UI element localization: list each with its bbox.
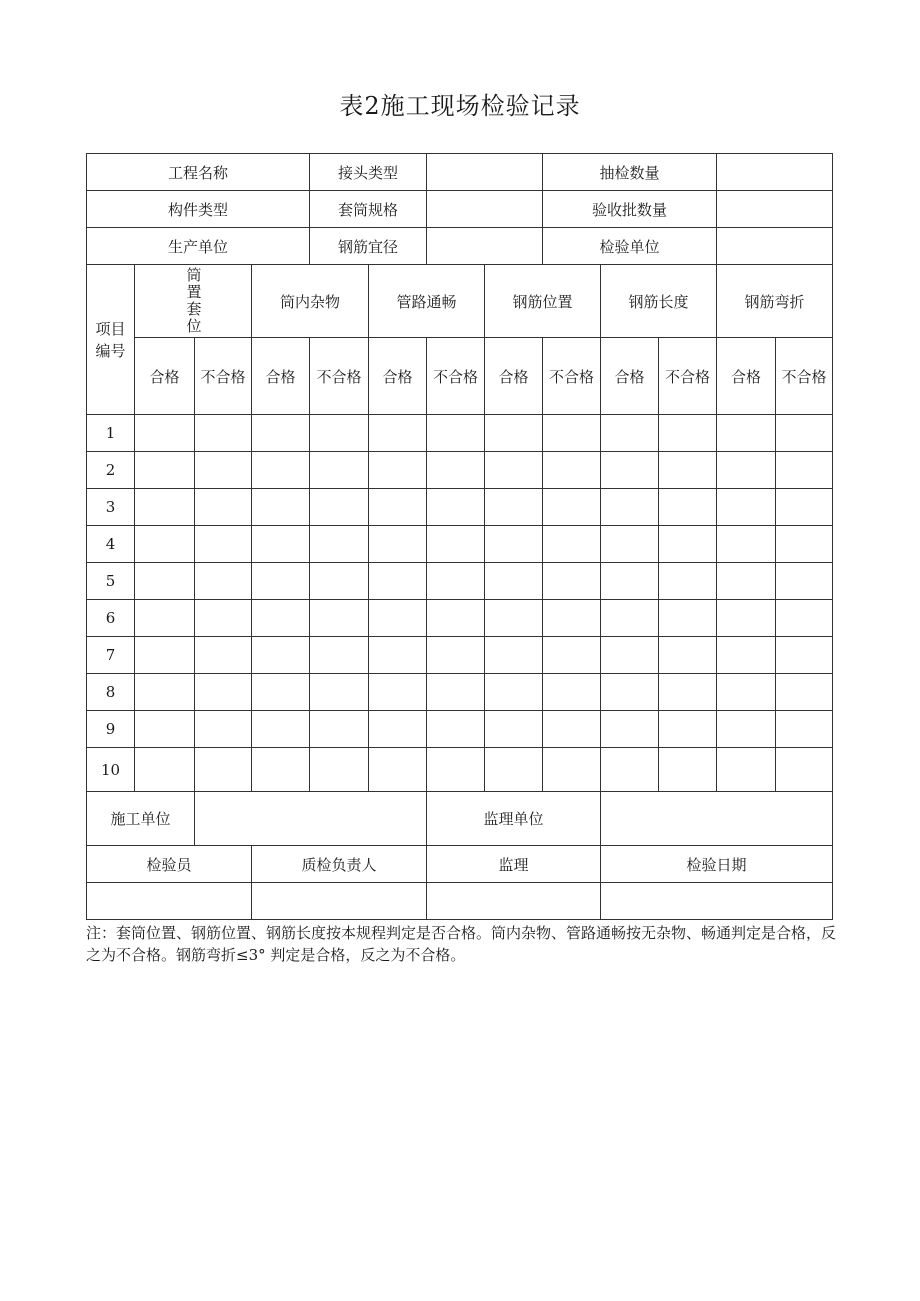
joint-type-label: 接头类型	[310, 154, 427, 191]
result-cell[interactable]	[195, 748, 252, 792]
sleeve-position-header	[135, 265, 252, 338]
pass-header: 合格	[601, 338, 659, 415]
result-cell[interactable]	[776, 526, 833, 563]
table-row	[87, 489, 833, 526]
result-cell[interactable]	[601, 711, 659, 748]
result-cell[interactable]	[427, 637, 485, 674]
result-cell[interactable]	[717, 415, 776, 452]
date-label: 检验日期	[601, 846, 833, 883]
result-cell[interactable]	[543, 415, 601, 452]
result-cell[interactable]	[776, 415, 833, 452]
result-cell[interactable]	[195, 637, 252, 674]
result-cell[interactable]	[659, 415, 717, 452]
result-cell[interactable]	[369, 674, 427, 711]
result-cell[interactable]	[135, 674, 195, 711]
fail-header: 不合格	[659, 338, 717, 415]
batch-qty-label: 验收批数量	[543, 191, 717, 228]
fail-header: 不合格	[776, 338, 833, 415]
result-cell[interactable]	[427, 748, 485, 792]
col-header-rebar-bend: 钢筋弯折	[717, 265, 833, 338]
result-cell[interactable]	[659, 452, 717, 489]
result-cell[interactable]	[310, 600, 369, 637]
result-cell[interactable]	[543, 563, 601, 600]
table-row	[87, 526, 833, 563]
table-row	[87, 452, 833, 489]
fail-header: 不合格	[195, 338, 252, 415]
result-cell[interactable]	[776, 452, 833, 489]
result-cell[interactable]	[717, 526, 776, 563]
table-row	[87, 711, 833, 748]
result-cell[interactable]	[427, 415, 485, 452]
result-cell[interactable]	[252, 711, 310, 748]
supervisor-label: 监理	[427, 846, 601, 883]
inspect-unit-label: 检验单位	[543, 228, 717, 265]
pass-header: 合格	[485, 338, 543, 415]
result-cell[interactable]	[601, 452, 659, 489]
result-cell[interactable]	[485, 489, 543, 526]
row-number: 3	[87, 489, 135, 526]
result-cell[interactable]	[252, 674, 310, 711]
result-cell[interactable]	[659, 563, 717, 600]
row-number: 2	[87, 452, 135, 489]
result-cell[interactable]	[717, 748, 776, 792]
result-cell[interactable]	[776, 563, 833, 600]
result-cell[interactable]	[369, 748, 427, 792]
table-row	[87, 600, 833, 637]
result-cell[interactable]	[659, 674, 717, 711]
result-cell[interactable]	[543, 526, 601, 563]
result-cell[interactable]	[485, 711, 543, 748]
result-cell[interactable]	[310, 748, 369, 792]
result-cell[interactable]	[369, 637, 427, 674]
col-header-pipe: 管路通畅	[369, 265, 485, 338]
result-cell[interactable]	[369, 489, 427, 526]
result-cell[interactable]	[427, 600, 485, 637]
result-cell[interactable]	[776, 711, 833, 748]
result-cell[interactable]	[427, 526, 485, 563]
result-cell[interactable]	[252, 637, 310, 674]
result-cell[interactable]	[195, 489, 252, 526]
result-cell[interactable]	[369, 711, 427, 748]
result-cell[interactable]	[485, 452, 543, 489]
result-cell[interactable]	[717, 489, 776, 526]
row-number: 10	[87, 748, 135, 792]
supervisor-unit-label: 监理单位	[427, 792, 601, 846]
supervisor-signature[interactable]	[427, 883, 601, 920]
result-cell[interactable]	[601, 526, 659, 563]
inspector-signature[interactable]	[87, 883, 252, 920]
result-cell[interactable]	[252, 526, 310, 563]
result-cell[interactable]	[427, 489, 485, 526]
result-cell[interactable]	[485, 637, 543, 674]
row-number: 7	[87, 637, 135, 674]
result-cell[interactable]	[195, 711, 252, 748]
result-cell[interactable]	[659, 748, 717, 792]
result-cell[interactable]	[776, 637, 833, 674]
constructor-value[interactable]	[195, 792, 427, 846]
result-cell[interactable]	[485, 748, 543, 792]
result-cell[interactable]	[310, 674, 369, 711]
result-cell[interactable]	[543, 748, 601, 792]
data-rows	[87, 415, 833, 792]
result-cell[interactable]	[543, 674, 601, 711]
row-number: 5	[87, 563, 135, 600]
fail-header: 不合格	[310, 338, 369, 415]
col-header-rebar-length: 钢筋长度	[601, 265, 717, 338]
batch-qty-value[interactable]	[717, 191, 833, 228]
result-cell[interactable]	[310, 415, 369, 452]
result-cell[interactable]	[601, 637, 659, 674]
rebar-dia-label: 钢筋宜径	[310, 228, 427, 265]
result-cell[interactable]	[601, 415, 659, 452]
result-cell[interactable]	[485, 674, 543, 711]
result-cell[interactable]	[195, 452, 252, 489]
result-cell[interactable]	[427, 452, 485, 489]
result-cell[interactable]	[717, 452, 776, 489]
qc-head-label: 质检负责人	[252, 846, 427, 883]
result-cell[interactable]	[252, 415, 310, 452]
result-cell[interactable]	[776, 600, 833, 637]
result-cell[interactable]	[485, 563, 543, 600]
table-row	[87, 563, 833, 600]
sleeve-pos-char-3: 套	[186, 300, 202, 318]
supervisor-unit-value[interactable]	[601, 792, 833, 846]
result-cell[interactable]	[659, 600, 717, 637]
result-cell[interactable]	[601, 674, 659, 711]
result-cell[interactable]	[135, 415, 195, 452]
table-row	[87, 748, 833, 792]
col-header-rebar-position: 钢筋位置	[485, 265, 601, 338]
result-cell[interactable]	[659, 637, 717, 674]
page-title: 表2施工现场检验记录	[339, 92, 581, 120]
result-cell[interactable]	[135, 600, 195, 637]
result-cell[interactable]	[135, 489, 195, 526]
sleeve-pos-char-4: 位	[186, 317, 202, 335]
result-cell[interactable]	[717, 711, 776, 748]
result-cell[interactable]	[776, 748, 833, 792]
pass-header: 合格	[717, 338, 776, 415]
qc-head-signature[interactable]	[252, 883, 427, 920]
result-cell[interactable]	[135, 637, 195, 674]
result-cell[interactable]	[543, 637, 601, 674]
item-no-line-2: 编号	[95, 341, 126, 360]
result-cell[interactable]	[195, 674, 252, 711]
sleeve-spec-label: 套筒规格	[310, 191, 427, 228]
result-cell[interactable]	[195, 415, 252, 452]
result-cell[interactable]	[717, 563, 776, 600]
producer-label: 生产单位	[87, 228, 310, 265]
fail-header: 不合格	[543, 338, 601, 415]
result-cell[interactable]	[252, 489, 310, 526]
result-cell[interactable]	[427, 563, 485, 600]
result-cell[interactable]	[543, 452, 601, 489]
result-cell[interactable]	[310, 452, 369, 489]
col-header-debris: 筒内杂物	[252, 265, 369, 338]
table-row	[87, 415, 833, 452]
result-cell[interactable]	[310, 489, 369, 526]
result-cell[interactable]	[135, 748, 195, 792]
result-cell[interactable]	[135, 711, 195, 748]
project-name-label: 工程名称	[87, 154, 310, 191]
result-cell[interactable]	[659, 526, 717, 563]
row-number: 9	[87, 711, 135, 748]
row-number: 6	[87, 600, 135, 637]
result-cell[interactable]	[485, 526, 543, 563]
result-cell[interactable]	[135, 526, 195, 563]
rebar-dia-value[interactable]	[427, 228, 543, 265]
sleeve-pos-char-2: 置	[186, 283, 202, 301]
constructor-label: 施工单位	[87, 792, 195, 846]
result-cell[interactable]	[543, 489, 601, 526]
result-cell[interactable]	[601, 748, 659, 792]
result-cell[interactable]	[195, 600, 252, 637]
result-cell[interactable]	[427, 711, 485, 748]
date-value[interactable]	[601, 883, 833, 920]
result-cell[interactable]	[252, 452, 310, 489]
result-cell[interactable]	[659, 711, 717, 748]
result-cell[interactable]	[135, 563, 195, 600]
pass-header: 合格	[369, 338, 427, 415]
result-cell[interactable]	[776, 674, 833, 711]
result-cell[interactable]	[369, 563, 427, 600]
result-cell[interactable]	[195, 526, 252, 563]
result-cell[interactable]	[485, 600, 543, 637]
table-row	[87, 674, 833, 711]
inspect-unit-value[interactable]	[717, 228, 833, 265]
sample-qty-value[interactable]	[717, 154, 833, 191]
result-cell[interactable]	[543, 600, 601, 637]
result-cell[interactable]	[717, 674, 776, 711]
result-cell[interactable]	[252, 748, 310, 792]
fail-header: 不合格	[427, 338, 485, 415]
member-type-label: 构件类型	[87, 191, 310, 228]
result-cell[interactable]	[369, 526, 427, 563]
result-cell[interactable]	[717, 637, 776, 674]
result-cell[interactable]	[601, 563, 659, 600]
inspection-form-table	[86, 153, 833, 920]
result-cell[interactable]	[369, 415, 427, 452]
joint-type-value[interactable]	[427, 154, 543, 191]
sleeve-pos-char-1: 筒	[186, 266, 202, 284]
result-cell[interactable]	[601, 600, 659, 637]
inspector-label: 检验员	[87, 846, 252, 883]
result-cell[interactable]	[195, 563, 252, 600]
item-no-header	[87, 265, 135, 415]
row-number: 4	[87, 526, 135, 563]
table-row	[87, 637, 833, 674]
result-cell[interactable]	[252, 600, 310, 637]
result-cell[interactable]	[427, 674, 485, 711]
result-cell[interactable]	[369, 452, 427, 489]
result-cell[interactable]	[601, 489, 659, 526]
result-cell[interactable]	[485, 415, 543, 452]
footnote: 注：套筒位置、钢筋位置、钢筋长度按本规程判定是否合格。筒内杂物、管路通畅按无杂物、畅通判定是合格，反之为不合格。钢筋弯折≤3° 判定是合格，反之为不合格。	[86, 924, 837, 964]
result-cell[interactable]	[369, 600, 427, 637]
result-cell[interactable]	[310, 526, 369, 563]
result-cell[interactable]	[717, 600, 776, 637]
result-cell[interactable]	[543, 711, 601, 748]
result-cell[interactable]	[310, 711, 369, 748]
sample-qty-label: 抽检数量	[543, 154, 717, 191]
result-cell[interactable]	[310, 637, 369, 674]
result-cell[interactable]	[659, 489, 717, 526]
result-cell[interactable]	[310, 563, 369, 600]
result-cell[interactable]	[252, 563, 310, 600]
row-number: 1	[87, 415, 135, 452]
row-number: 8	[87, 674, 135, 711]
item-no-line-1: 项目	[95, 319, 126, 338]
pass-header: 合格	[252, 338, 310, 415]
sleeve-spec-value[interactable]	[427, 191, 543, 228]
pass-header: 合格	[135, 338, 195, 415]
result-cell[interactable]	[135, 452, 195, 489]
result-cell[interactable]	[776, 489, 833, 526]
